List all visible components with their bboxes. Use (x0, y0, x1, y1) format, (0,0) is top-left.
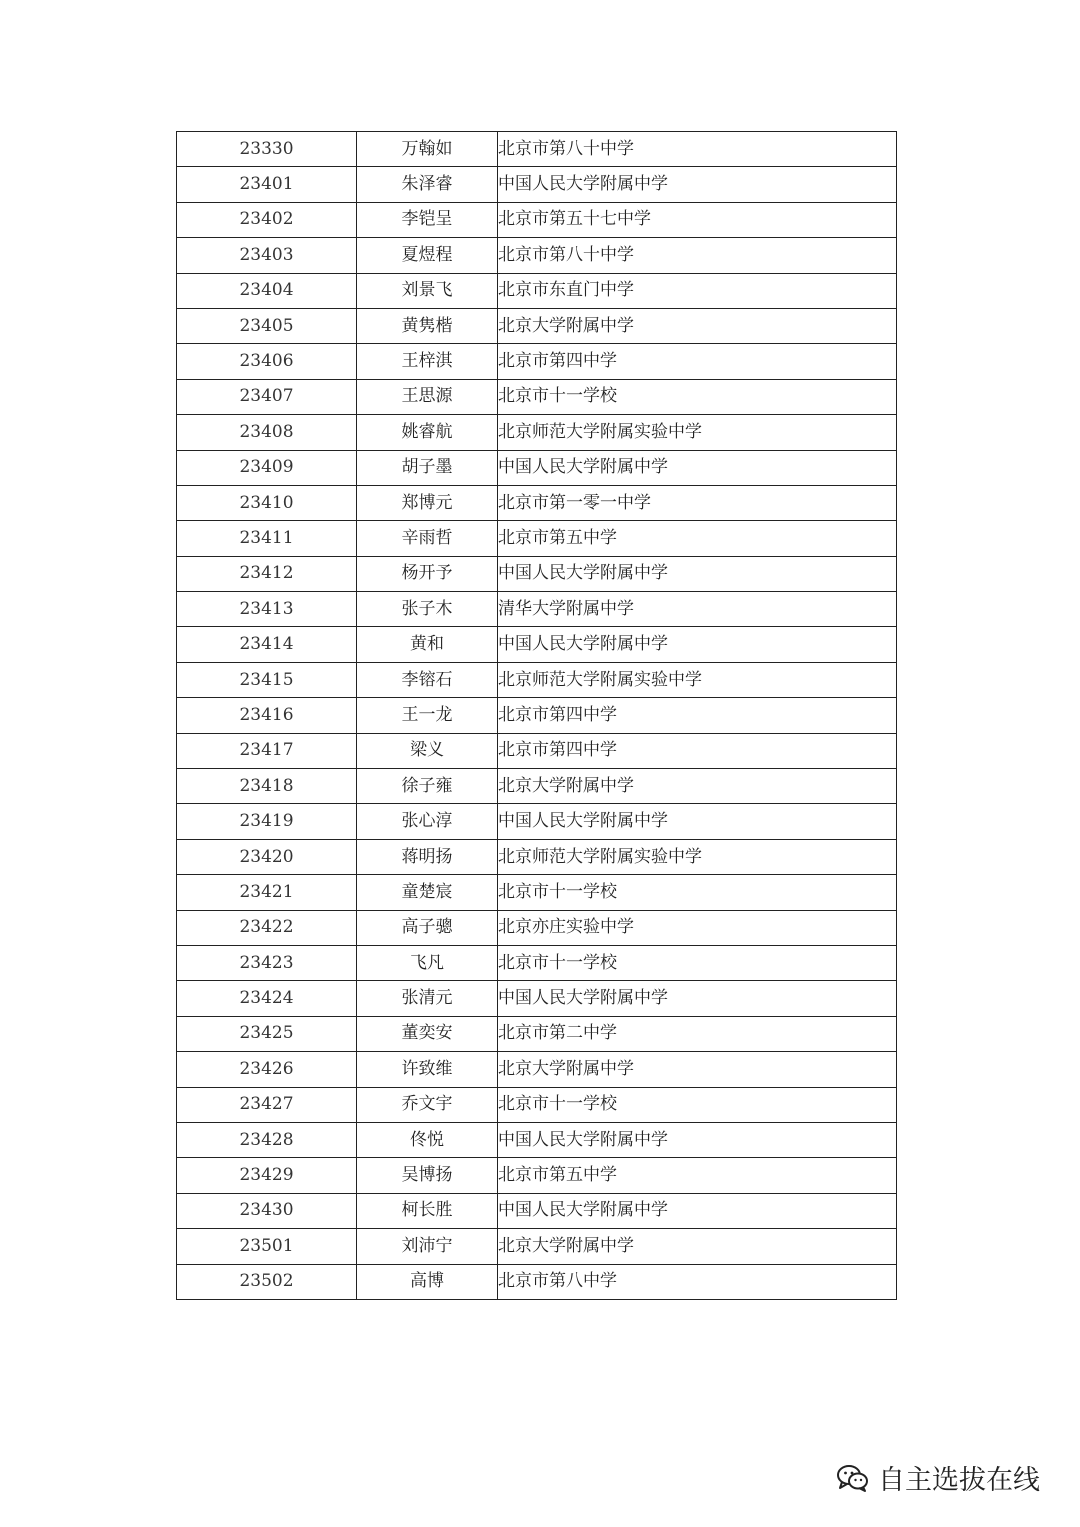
candidate-id-cell: 23426 (177, 1052, 357, 1087)
candidate-id-cell: 23501 (177, 1229, 357, 1264)
candidate-id-cell: 23415 (177, 662, 357, 697)
student-name-cell: 万翰如 (357, 132, 498, 167)
candidate-id-cell: 23408 (177, 415, 357, 450)
school-name-cell: 北京大学附属中学 (498, 308, 897, 343)
table-row (177, 1016, 897, 1051)
school-name-cell: 北京市东直门中学 (498, 273, 897, 308)
school-name-cell: 北京市第四中学 (498, 344, 897, 379)
student-name-cell: 佟悦 (357, 1122, 498, 1157)
table-row (177, 273, 897, 308)
school-name-cell: 北京市第四中学 (498, 698, 897, 733)
table-row (177, 344, 897, 379)
school-name-cell: 北京市十一学校 (498, 875, 897, 910)
school-name-cell: 北京市第五十七中学 (498, 202, 897, 237)
candidate-id-cell: 23418 (177, 769, 357, 804)
candidate-id-cell: 23423 (177, 945, 357, 980)
student-name-cell: 梁义 (357, 733, 498, 768)
candidate-id-cell: 23416 (177, 698, 357, 733)
student-name-cell: 黄和 (357, 627, 498, 662)
student-name-cell: 郑博元 (357, 485, 498, 520)
candidate-id-cell: 23402 (177, 202, 357, 237)
school-name-cell: 北京市第一零一中学 (498, 485, 897, 520)
table-row (177, 733, 897, 768)
student-name-cell: 李铠呈 (357, 202, 498, 237)
table-row (177, 1229, 897, 1264)
table-row (177, 1087, 897, 1122)
table-row (177, 238, 897, 273)
table-row (177, 839, 897, 874)
school-name-cell: 北京市十一学校 (498, 1087, 897, 1122)
table-row (177, 910, 897, 945)
student-name-cell: 董奕安 (357, 1016, 498, 1051)
school-name-cell: 北京师范大学附属实验中学 (498, 662, 897, 697)
school-name-cell: 北京市第五中学 (498, 521, 897, 556)
candidate-id-cell: 23425 (177, 1016, 357, 1051)
candidate-id-cell: 23413 (177, 592, 357, 627)
student-name-cell: 飞凡 (357, 945, 498, 980)
school-name-cell: 北京大学附属中学 (498, 769, 897, 804)
watermark (836, 1458, 1040, 1497)
school-name-cell: 中国人民大学附属中学 (498, 1193, 897, 1228)
school-name-cell: 北京市第八十中学 (498, 238, 897, 273)
school-name-cell: 中国人民大学附属中学 (498, 981, 897, 1016)
student-name-cell: 王思源 (357, 379, 498, 414)
table-row (177, 945, 897, 980)
school-name-cell: 北京大学附属中学 (498, 1052, 897, 1087)
candidate-id-cell: 23417 (177, 733, 357, 768)
candidate-id-cell: 23401 (177, 167, 357, 202)
student-name-cell: 张心淳 (357, 804, 498, 839)
table-row (177, 1158, 897, 1193)
school-name-cell: 中国人民大学附属中学 (498, 556, 897, 591)
student-name-cell: 胡子墨 (357, 450, 498, 485)
candidate-id-cell: 23403 (177, 238, 357, 273)
table-row (177, 1193, 897, 1228)
candidate-id-cell: 23411 (177, 521, 357, 556)
candidate-id-cell: 23419 (177, 804, 357, 839)
school-name-cell: 北京市十一学校 (498, 945, 897, 980)
table-row (177, 769, 897, 804)
school-name-cell: 北京师范大学附属实验中学 (498, 415, 897, 450)
table-row (177, 308, 897, 343)
candidate-id-cell: 23502 (177, 1264, 357, 1299)
school-name-cell: 北京市第八中学 (498, 1264, 897, 1299)
student-name-cell: 张清元 (357, 981, 498, 1016)
candidate-id-cell: 23429 (177, 1158, 357, 1193)
student-name-cell: 乔文宇 (357, 1087, 498, 1122)
student-name-cell: 李镕石 (357, 662, 498, 697)
student-name-cell: 徐子雍 (357, 769, 498, 804)
student-name-cell: 姚睿航 (357, 415, 498, 450)
student-name-cell: 吴博扬 (357, 1158, 498, 1193)
candidate-id-cell: 23424 (177, 981, 357, 1016)
candidate-id-cell: 23430 (177, 1193, 357, 1228)
wechat-icon (836, 1463, 870, 1493)
student-name-cell: 王一龙 (357, 698, 498, 733)
table-row (177, 556, 897, 591)
candidate-id-cell: 23427 (177, 1087, 357, 1122)
candidate-id-cell: 23410 (177, 485, 357, 520)
student-name-cell: 童楚宸 (357, 875, 498, 910)
school-name-cell: 北京市第四中学 (498, 733, 897, 768)
watermark-text: 自主选拔在线 (878, 1465, 1040, 1496)
table-row (177, 627, 897, 662)
student-name-cell: 刘景飞 (357, 273, 498, 308)
candidate-id-cell: 23404 (177, 273, 357, 308)
table-row (177, 662, 897, 697)
table-row (177, 875, 897, 910)
school-name-cell: 中国人民大学附属中学 (498, 804, 897, 839)
school-name-cell: 北京市十一学校 (498, 379, 897, 414)
school-name-cell: 北京师范大学附属实验中学 (498, 839, 897, 874)
candidate-id-cell: 23412 (177, 556, 357, 591)
school-name-cell: 中国人民大学附属中学 (498, 1122, 897, 1157)
school-name-cell: 北京市第八十中学 (498, 132, 897, 167)
student-name-cell: 蒋明扬 (357, 839, 498, 874)
candidate-id-cell: 23330 (177, 132, 357, 167)
table-row (177, 698, 897, 733)
table-row (177, 450, 897, 485)
school-name-cell: 北京市第五中学 (498, 1158, 897, 1193)
school-name-cell: 清华大学附属中学 (498, 592, 897, 627)
school-name-cell: 中国人民大学附属中学 (498, 450, 897, 485)
student-name-cell: 张子木 (357, 592, 498, 627)
table-row (177, 132, 897, 167)
student-name-cell: 黄隽楷 (357, 308, 498, 343)
table-row (177, 521, 897, 556)
school-name-cell: 北京大学附属中学 (498, 1229, 897, 1264)
student-name-cell: 辛雨哲 (357, 521, 498, 556)
table-row (177, 167, 897, 202)
student-name-cell: 王梓淇 (357, 344, 498, 379)
table-row (177, 415, 897, 450)
student-name-cell: 许致维 (357, 1052, 498, 1087)
student-name-cell: 刘沛宁 (357, 1229, 498, 1264)
table-row (177, 804, 897, 839)
school-name-cell: 北京亦庄实验中学 (498, 910, 897, 945)
roster-table-body (177, 132, 897, 1300)
table-row (177, 1122, 897, 1157)
table-row (177, 202, 897, 237)
candidate-id-cell: 23406 (177, 344, 357, 379)
student-name-cell: 朱泽睿 (357, 167, 498, 202)
student-name-cell: 夏煜程 (357, 238, 498, 273)
candidate-id-cell: 23409 (177, 450, 357, 485)
roster-table (176, 131, 897, 1300)
table-row (177, 485, 897, 520)
candidate-id-cell: 23414 (177, 627, 357, 662)
student-name-cell: 高子骢 (357, 910, 498, 945)
student-name-cell: 杨开予 (357, 556, 498, 591)
student-name-cell: 高博 (357, 1264, 498, 1299)
table-row (177, 1052, 897, 1087)
table-row (177, 592, 897, 627)
candidate-id-cell: 23405 (177, 308, 357, 343)
candidate-id-cell: 23420 (177, 839, 357, 874)
candidate-id-cell: 23421 (177, 875, 357, 910)
candidate-id-cell: 23428 (177, 1122, 357, 1157)
table-row (177, 1264, 897, 1299)
student-name-cell: 柯长胜 (357, 1193, 498, 1228)
table-row (177, 379, 897, 414)
candidate-id-cell: 23422 (177, 910, 357, 945)
candidate-id-cell: 23407 (177, 379, 357, 414)
table-row (177, 981, 897, 1016)
school-name-cell: 中国人民大学附属中学 (498, 627, 897, 662)
school-name-cell: 中国人民大学附属中学 (498, 167, 897, 202)
school-name-cell: 北京市第二中学 (498, 1016, 897, 1051)
